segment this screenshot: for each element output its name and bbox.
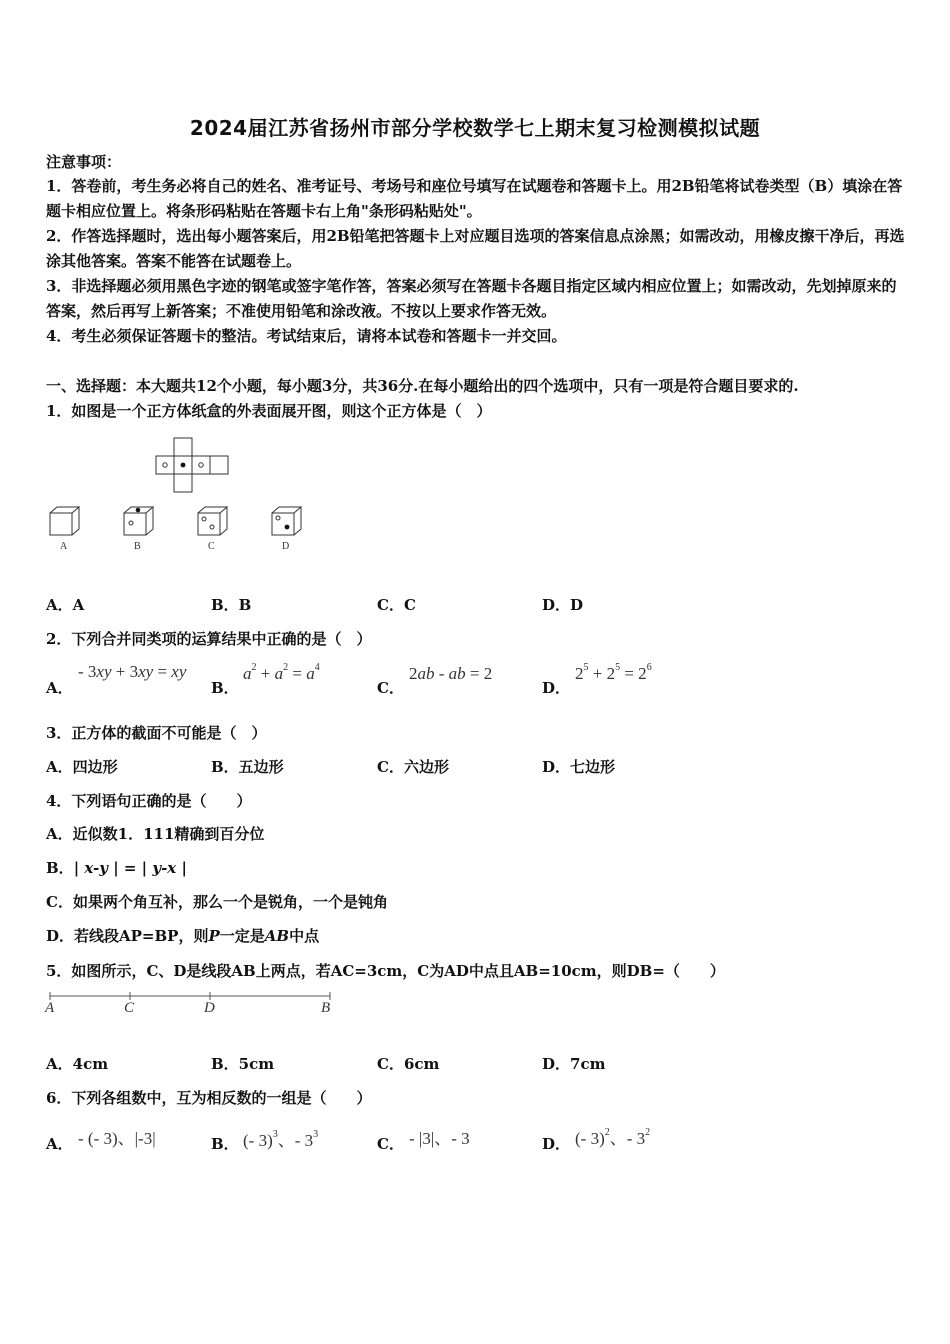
q6-stem: 6．下列各组数中，互为相反数的一组是（ ） xyxy=(46,1089,372,1107)
page-title: 2024届江苏省扬州市部分学校数学七上期末复习检测模拟试题 xyxy=(189,116,761,140)
cube-d-label: D xyxy=(282,541,290,552)
q1-option-b[interactable]: B．B xyxy=(211,596,252,614)
q6-option-a-letter[interactable]: A． xyxy=(46,1135,73,1153)
q1-stem: 1．如图是一个正方体纸盒的外表面展开图，则这个正方体是（ ） xyxy=(46,402,492,420)
q5-option-c[interactable]: C．6cm xyxy=(377,1055,440,1073)
q1-option-c[interactable]: C．C xyxy=(377,596,416,614)
q2-option-c-expr[interactable]: 2ab - ab = 2 xyxy=(409,664,493,683)
q5-option-b[interactable]: B．5cm xyxy=(211,1055,275,1073)
cube-c-figure xyxy=(196,505,230,541)
cube-net-figure xyxy=(150,436,234,496)
cube-a-figure xyxy=(48,505,82,541)
q6-option-a-expr[interactable]: - (- 3)、|-3| xyxy=(78,1129,156,1148)
q3-option-b[interactable]: B．五边形 xyxy=(211,758,284,776)
q2-option-a-expr[interactable]: - 3xy + 3xy = xy xyxy=(78,662,187,681)
q2-option-b-letter[interactable]: B． xyxy=(211,679,239,697)
q6-option-b-expr[interactable]: (- 3)$^3$、- $3^3$ xyxy=(243,1129,319,1150)
q2-option-a-letter[interactable]: A． xyxy=(46,679,73,697)
notice-item-3: 3．非选择题必须用黑色字迹的钢笔或签字笔作答，答案必须写在答题卡各题目指定区域内相应位置上；如需改动，先划掉原来的答案，然后再写上新答案；不准使用铅笔和涂改液。不按以上要求作答无效。 xyxy=(46,277,897,320)
q3-option-a[interactable]: A．四边形 xyxy=(46,758,118,776)
point-c-label: C xyxy=(124,1000,135,1016)
q2-option-b-expr[interactable]: $a^2 + a^2 = a^4$ xyxy=(243,662,320,683)
segment-ab-figure xyxy=(48,987,338,1003)
q1-option-d[interactable]: D．D xyxy=(542,596,584,614)
q4-option-d[interactable]: D．若线段AP=BP，则P一定是AB中点 xyxy=(46,927,320,945)
q6-option-b-letter[interactable]: B． xyxy=(211,1135,239,1153)
q6-option-d-letter[interactable]: D． xyxy=(542,1135,571,1153)
q2-option-d-expr[interactable]: $2^5 + 2^5 = 2^6$ xyxy=(575,662,652,683)
cube-b-figure xyxy=(122,505,156,541)
cube-c-label: C xyxy=(208,541,215,552)
q4-option-a[interactable]: A．近似数1．111精确到百分位 xyxy=(46,825,265,843)
q4-option-b[interactable]: B．| x-y | = | y-x | xyxy=(46,859,187,877)
notice-item-1: 1．答卷前，考生务必将自己的姓名、准考证号、考场号和座位号填写在试题卷和答题卡上。用2B铅笔将试卷类型（B）填涂在答题卡相应位置上。将条形码粘贴在答题卡右上角"条形码粘贴处"。 xyxy=(46,177,903,220)
q1-option-a[interactable]: A．A xyxy=(46,596,85,614)
q6-option-d-expr[interactable]: (- 3)$^2$、- $3^2$ xyxy=(575,1127,651,1148)
q5-stem: 5．如图所示，C、D是线段AB上两点，若AC=3cm，C为AD中点且AB=10cm，则DB=（ ） xyxy=(46,962,725,980)
notice-heading: 注意事项： xyxy=(46,153,122,171)
q4-stem: 4．下列语句正确的是（ ） xyxy=(46,792,252,810)
q6-option-c-letter[interactable]: C． xyxy=(377,1135,404,1153)
q4-option-c[interactable]: C．如果两个角互补，那么一个是锐角，一个是钝角 xyxy=(46,893,388,911)
q3-option-c[interactable]: C．六边形 xyxy=(377,758,449,776)
point-b-label: B xyxy=(321,1000,331,1016)
cube-a-label: A xyxy=(60,541,68,552)
point-a-label: A xyxy=(45,1000,55,1016)
q6-option-c-expr[interactable]: - |3|、- 3 xyxy=(409,1129,470,1148)
point-d-label: D xyxy=(204,1000,215,1016)
q5-option-a[interactable]: A．4cm xyxy=(46,1055,109,1073)
notice-item-2: 2．作答选择题时，选出每小题答案后，用2B铅笔把答题卡上对应题目选项的答案信息点涂黑；如需改动，用橡皮擦干净后，再选涂其他答案。答案不能答在试题卷上。 xyxy=(46,227,905,270)
section-heading: 一、选择题：本大题共12个小题，每小题3分，共36分.在每小题给出的四个选项中，只有一项是符合题目要求的. xyxy=(46,377,799,395)
q2-option-d-letter[interactable]: D． xyxy=(542,679,571,697)
q3-option-d[interactable]: D．七边形 xyxy=(542,758,616,776)
q5-option-d[interactable]: D．7cm xyxy=(542,1055,606,1073)
q2-stem: 2．下列合并同类项的运算结果中正确的是（ ） xyxy=(46,630,372,648)
q2-option-c-letter[interactable]: C． xyxy=(377,679,404,697)
cube-d-figure xyxy=(270,505,304,541)
q3-stem: 3．正方体的截面不可能是（ ） xyxy=(46,724,267,742)
cube-b-label: B xyxy=(134,541,141,552)
notice-item-4: 4．考生必须保证答题卡的整洁。考试结束后，请将本试卷和答题卡一并交回。 xyxy=(46,327,567,345)
